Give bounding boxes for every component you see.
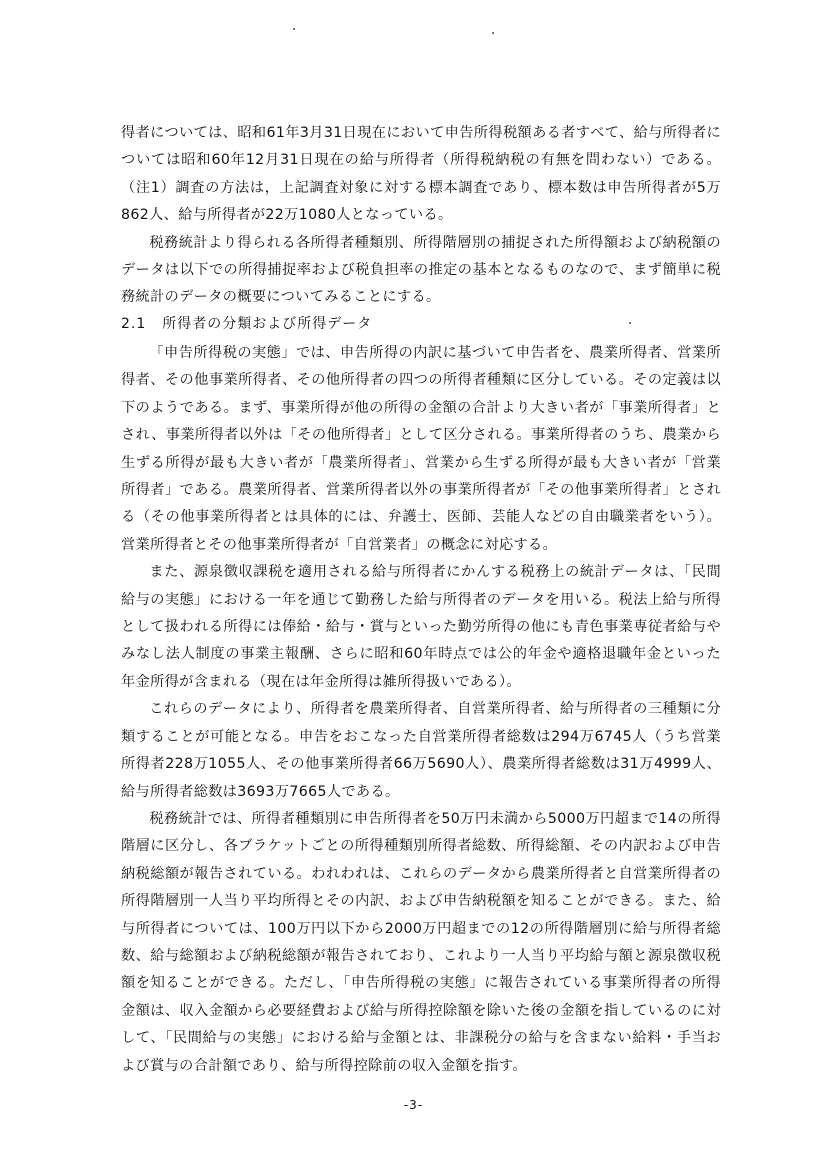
paragraph: 税務統計より得られる各所得者種類別、所得階層別の捕捉された所得額および納税額のデータは以下での所得捕捉率および税負担率の推定の基本となるものなので、まず簡単に税務統計のデータの概要についてみることにする。 — [121, 234, 721, 306]
paragraph: 税務統計では、所得者種類別に申告所得者を50万円未満から5000万円超まで14の所得階層に区分し、各ブラケットごとの所得種類別所得者総数、所得総額、その内訳および申告納税総額が報告されている。われわれは、これらのデータから農業所得者と自営業所得者の所得階層別一人当り平均所得とその内訳、および申告納税額を知ることができる。また、給与所得者については、100万円以下から2000万円超までの12の所得階層別に給与所得者総数、給与総額および納税総額が報告されており、これより一人当り平均給与額と源泉徴収税額を知ることができる。ただし、「申告所得税の実態」に報告されている事業所得者の所得金額は、収入金額から必要経費および給与所得控除額を除いた後の金額を指しているのに対して、「民間給与の実態」における給与金額とは、非課税分の給与を含まない給料・手当および賞与の合計額であり、給与所得控除前の収入金額を指す。 — [121, 810, 721, 1074]
paragraph: 「申告所得税の実態」では、申告所得の内訳に基づいて申告者を、農業所得者、営業所得者、その他事業所得者、その他所得者の四つの所得者種類に区分している。その定義は以下のようである。まず、事業所得が他の所得の金額の合計より大きい者が「事業所得者」とされ、事業所得者以外は「その他所得者」として区分される。事業所得者のうち、農業から生ずる所得が最も大きい者が「農業所得者」、営業から生ずる所得が最も大きい者が「営業所得者」である。農業所得者、営業所得者以外の事業所得者が「その他事業所得者」とされる（その他事業所得者とは具体的には、弁護士、医師、芸能人などの自由職業者をいう）。営業所得者とその他事業所得者が「自営業者」の概念に対応する。 — [121, 345, 721, 553]
scan-speck — [492, 32, 494, 34]
paragraph: また、源泉徴収課税を適用される給与所得者にかんする税務上の統計データは、「民間給与の実態」における一年を通じて勤務した給与所得者のデータを用いる。税法上給与所得として扱われる所得には俸給・給与・賞与といった勤労所得の他にも青色事業専従者給与やみなし法人制度の事業主報酬、さらに昭和60年時点では公的年金や適格退職年金といった年金所得が含まれる（現在は年金所得は雑所得扱いである）。 — [121, 564, 721, 690]
scan-speck — [293, 28, 295, 30]
section-body — [121, 340, 721, 1080]
section-number: 2.1 — [121, 316, 147, 332]
paragraph: 得者については、昭和61年3月31日現在において申告所得税額ある者すべて、給与所得者については昭和60年12月31日現在の給与所得者（所得税納税の有無を問わない）である。（注1）調査の方法は，上記調査対象に対する標本調査であり、標本数は申告所得者が5万862人、給与所得者が22万1080人となっている。 — [121, 125, 721, 224]
intro-text-block — [121, 120, 721, 312]
paragraph: これらのデータにより、所得者を農業所得者、自営業所得者、給与所得者の三種類に分類することが可能となる。申告をおこなった自営業所得者総数は294万6745人（うち営業所得者228万1055人、その他事業所得者66万5690人）、農業所得者総数は31万4999人、給与所得者総数は3693万7665人である。 — [121, 701, 721, 800]
section-heading — [121, 313, 372, 333]
page-number: -3- — [403, 1098, 424, 1112]
scan-speck — [629, 322, 631, 324]
section-title: 所得者の分類および所得データ — [162, 316, 373, 332]
